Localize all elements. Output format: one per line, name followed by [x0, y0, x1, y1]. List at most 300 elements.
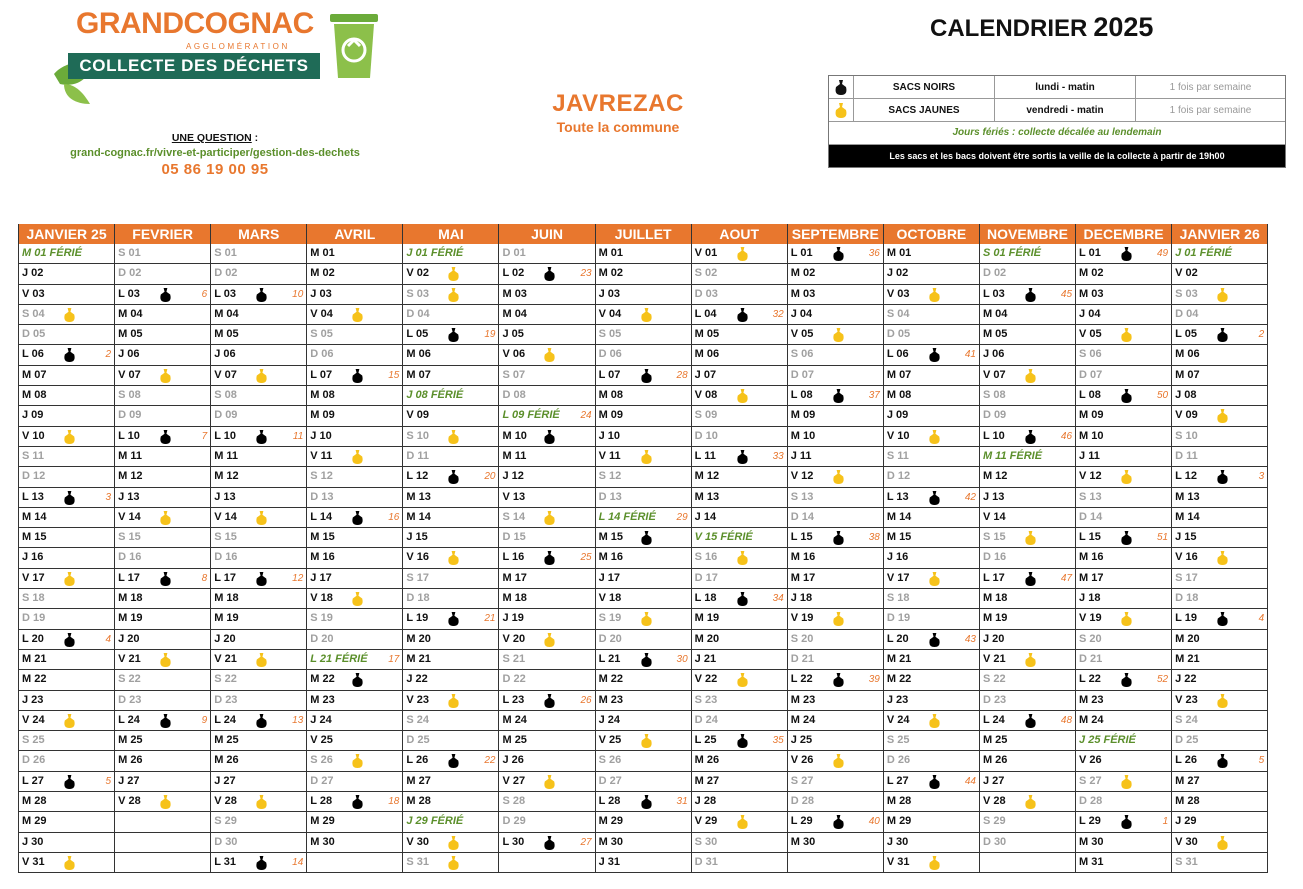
day-label: V 10	[22, 429, 45, 442]
week-number: 14	[292, 856, 304, 868]
legend-yellow-name: SACS JAUNES	[854, 99, 995, 121]
day-cell	[596, 650, 691, 670]
day-label: M 23	[598, 693, 624, 706]
day-label: L 28	[310, 795, 333, 808]
day-label: D 04	[406, 307, 430, 320]
day-label: S 01 FÉRIÉ	[982, 247, 1042, 259]
day-cell	[211, 345, 306, 365]
day-cell	[788, 630, 883, 650]
black-bag-icon	[1023, 429, 1038, 445]
day-label: J 30	[22, 835, 44, 848]
day-label: J 30	[886, 835, 909, 848]
day-label: J 06	[982, 348, 1005, 361]
day-cell	[307, 386, 402, 406]
day-label: J 02	[22, 267, 44, 280]
day-label: D 16	[982, 551, 1007, 564]
black-bag-icon	[639, 652, 654, 668]
day-cell	[884, 609, 979, 629]
yellow-bag-icon	[62, 429, 77, 445]
day-label: L 24	[982, 713, 1005, 726]
day-cell	[788, 589, 883, 609]
day-cell	[884, 467, 979, 487]
day-label: L 28	[598, 795, 621, 808]
day-cell	[692, 264, 787, 284]
day-label: L 10	[214, 429, 236, 442]
day-cell	[788, 244, 883, 264]
day-cell	[499, 285, 594, 305]
day-label: J 17	[598, 571, 620, 584]
day-label: J 22	[406, 673, 428, 686]
week-number: 38	[868, 532, 880, 544]
yellow-bag-icon	[639, 611, 654, 627]
day-label: S 12	[598, 470, 622, 483]
day-cell	[884, 244, 979, 264]
day-label: D 28	[790, 795, 814, 808]
day-label: V 12	[790, 470, 814, 483]
question-label-suffix: :	[251, 132, 259, 144]
day-label: J 15	[1175, 531, 1197, 544]
day-cell	[980, 812, 1075, 832]
day-cell	[692, 569, 787, 589]
day-cell	[403, 670, 498, 690]
day-cell	[403, 305, 498, 325]
day-label: J 04	[1079, 307, 1101, 320]
black-bag-icon	[542, 693, 557, 709]
day-label: J 03	[310, 287, 332, 300]
legend-yellow-day: vendredi - matin	[995, 99, 1136, 121]
day-label: J 10	[310, 429, 332, 442]
day-cell	[596, 508, 691, 528]
week-number: 4	[105, 633, 112, 645]
day-cell	[692, 467, 787, 487]
day-cell	[1172, 366, 1267, 386]
day-label: J 31	[598, 855, 620, 868]
day-label: D 23	[214, 693, 238, 706]
day-label: M 26	[694, 754, 720, 767]
day-label: M 21	[406, 652, 431, 665]
question-label	[50, 132, 380, 144]
day-cell	[1076, 366, 1171, 386]
day-label: D 13	[310, 490, 334, 503]
yellow-bag-icon	[1119, 611, 1134, 627]
day-cell	[19, 853, 114, 873]
day-cell	[788, 772, 883, 792]
yellow-bag-icon	[831, 327, 846, 343]
week-number: 9	[201, 714, 208, 726]
day-label: M 04	[214, 307, 239, 320]
day-cell	[788, 285, 883, 305]
day-label: V 23	[406, 693, 430, 706]
day-cell	[980, 305, 1075, 325]
day-label: D 15	[502, 531, 526, 544]
day-cell	[499, 589, 594, 609]
day-label: M 17	[1079, 571, 1104, 584]
week-number: 2	[1258, 329, 1265, 341]
day-label: L 02	[502, 267, 525, 280]
day-cell	[307, 609, 402, 629]
day-cell	[1172, 264, 1267, 284]
day-label: M 14	[1175, 510, 1200, 523]
day-cell	[211, 467, 306, 487]
day-cell	[692, 548, 787, 568]
day-label: M 07	[406, 368, 431, 381]
day-cell	[211, 853, 306, 873]
legend-black-name: SACS NOIRS	[854, 76, 995, 98]
day-cell	[596, 691, 691, 711]
black-bag-icon	[350, 368, 365, 384]
day-cell	[788, 833, 883, 853]
day-cell	[1076, 772, 1171, 792]
day-cell	[884, 731, 979, 751]
day-cell	[499, 731, 594, 751]
day-label: V 21	[982, 652, 1006, 665]
day-label: V 11	[310, 449, 333, 462]
day-cell	[980, 345, 1075, 365]
yellow-bag-icon	[927, 287, 942, 303]
question-label-text: UNE QUESTION	[171, 132, 252, 144]
day-label: M 10	[790, 429, 816, 442]
day-label: J 21	[694, 652, 717, 665]
day-cell	[1076, 345, 1171, 365]
day-cell	[980, 285, 1075, 305]
day-cell	[1172, 630, 1267, 650]
day-cell	[692, 508, 787, 528]
month-header: MAI	[403, 224, 498, 244]
day-cell	[1172, 650, 1267, 670]
day-label: J 15	[406, 531, 428, 544]
legend-yellow-freq: 1 fois par semaine	[1169, 104, 1252, 116]
day-cell	[980, 609, 1075, 629]
black-bag-icon	[1023, 571, 1038, 587]
day-cell	[499, 630, 594, 650]
day-label: M 11 FÉRIÉ	[982, 449, 1043, 462]
day-label: J 04	[790, 307, 813, 320]
day-label: M 09	[598, 409, 624, 422]
black-bag-icon	[62, 774, 77, 790]
day-cell	[1076, 630, 1171, 650]
day-label: V 20	[502, 632, 526, 645]
legend-table	[828, 75, 1286, 168]
day-cell	[115, 812, 210, 832]
day-label: L 12	[406, 470, 429, 483]
day-label: D 02	[982, 267, 1007, 280]
black-bag-icon	[350, 510, 365, 526]
day-label: S 10	[1175, 429, 1198, 442]
day-label: L 06	[22, 348, 44, 361]
day-label: M 07	[886, 368, 912, 381]
day-label: M 10	[1079, 429, 1104, 442]
day-cell	[211, 305, 306, 325]
week-number: 6	[201, 288, 208, 300]
day-cell	[692, 731, 787, 751]
day-cell	[115, 427, 210, 447]
yellow-bag-icon	[62, 855, 77, 871]
day-label: D 17	[694, 571, 718, 584]
day-label: D 30	[982, 835, 1007, 848]
day-cell	[115, 731, 210, 751]
month-column	[1172, 224, 1268, 873]
day-cell	[596, 366, 691, 386]
day-label: V 17	[886, 571, 910, 584]
day-cell	[692, 528, 787, 548]
day-cell	[596, 853, 691, 873]
day-cell	[788, 305, 883, 325]
day-label: M 25	[214, 734, 239, 747]
contact-phone[interactable]: 05 86 19 00 95	[161, 161, 269, 178]
day-label: V 19	[1079, 612, 1102, 625]
day-label: M 25	[502, 734, 527, 747]
yellow-bag-icon	[639, 307, 654, 323]
week-number: 4	[1258, 613, 1265, 625]
black-bag-icon	[639, 794, 654, 810]
day-cell	[1076, 589, 1171, 609]
day-label: L 13	[886, 490, 909, 503]
day-label: L 29	[1079, 815, 1101, 828]
day-cell	[307, 569, 402, 589]
day-cell	[403, 325, 498, 345]
day-label: V 01	[694, 247, 718, 259]
day-cell	[19, 508, 114, 528]
day-cell	[115, 366, 210, 386]
day-label: L 07	[598, 368, 621, 381]
day-label: J 29	[1175, 815, 1197, 828]
day-cell	[692, 427, 787, 447]
day-cell	[211, 711, 306, 731]
day-cell	[884, 386, 979, 406]
day-label: M 21	[886, 652, 912, 665]
day-label: D 14	[1079, 510, 1103, 523]
day-cell	[307, 305, 402, 325]
day-label: V 25	[310, 734, 333, 747]
day-label: M 18	[502, 592, 527, 605]
yellow-bag-icon	[1023, 652, 1038, 668]
day-label: L 10	[118, 429, 140, 442]
day-cell	[980, 772, 1075, 792]
day-label: M 22	[886, 673, 912, 686]
day-cell	[499, 447, 594, 467]
black-bag-icon	[446, 327, 461, 343]
day-label: S 12	[310, 470, 333, 483]
day-cell	[596, 488, 691, 508]
day-cell	[884, 630, 979, 650]
day-label: V 31	[886, 855, 910, 868]
day-label: L 30	[502, 835, 525, 848]
day-label: L 23	[502, 693, 525, 706]
day-label: S 15	[118, 531, 141, 544]
day-cell	[403, 853, 498, 873]
day-cell	[692, 285, 787, 305]
day-cell	[403, 528, 498, 548]
day-label: V 21	[214, 652, 237, 665]
day-cell	[980, 447, 1075, 467]
day-label: V 31	[22, 855, 45, 868]
day-label: J 17	[310, 571, 332, 584]
day-cell	[788, 447, 883, 467]
day-cell	[19, 589, 114, 609]
day-label: S 24	[406, 713, 430, 726]
day-label: J 22	[1175, 673, 1197, 686]
black-bag-icon	[831, 672, 846, 688]
black-bag-icon	[1119, 246, 1134, 262]
day-cell	[980, 751, 1075, 771]
week-number: 25	[580, 552, 592, 564]
day-cell	[788, 508, 883, 528]
day-cell	[980, 691, 1075, 711]
day-cell	[788, 731, 883, 751]
day-cell	[499, 650, 594, 670]
day-label: M 29	[598, 815, 624, 828]
day-label: M 15	[22, 531, 47, 544]
day-cell	[980, 508, 1075, 528]
month-column	[211, 224, 307, 873]
day-cell	[692, 406, 787, 426]
day-label: S 01	[118, 247, 141, 259]
black-bag-icon	[62, 490, 77, 506]
day-label: J 02	[886, 267, 909, 280]
day-cell	[596, 731, 691, 751]
day-label: V 07	[118, 368, 141, 381]
day-label: M 12	[694, 470, 720, 483]
yellow-bag-icon	[62, 571, 77, 587]
day-cell	[788, 691, 883, 711]
day-cell	[1172, 812, 1267, 832]
day-cell	[1076, 386, 1171, 406]
yellow-bag-icon	[829, 99, 854, 121]
day-label: L 10	[982, 429, 1005, 442]
day-cell	[403, 833, 498, 853]
day-label: M 08	[598, 389, 624, 402]
week-number: 34	[772, 593, 784, 605]
day-label: D 09	[214, 409, 238, 422]
day-label: D 24	[694, 713, 718, 726]
day-cell	[692, 386, 787, 406]
month-header: AVRIL	[307, 224, 402, 244]
yellow-bag-icon	[446, 266, 461, 282]
week-number: 50	[1157, 390, 1169, 402]
day-cell	[499, 325, 594, 345]
day-label: M 19	[982, 612, 1008, 625]
black-bag-icon	[1119, 530, 1134, 546]
day-cell	[596, 406, 691, 426]
day-label: M 21	[1175, 652, 1200, 665]
black-bag-icon	[446, 753, 461, 769]
day-label: S 03	[406, 287, 430, 300]
day-cell	[1076, 325, 1171, 345]
day-cell	[788, 853, 883, 873]
day-label: S 29	[214, 815, 237, 828]
day-label: J 19	[502, 612, 524, 625]
day-cell	[692, 488, 787, 508]
month-header: SEPTEMBRE	[788, 224, 883, 244]
legend-row-black	[829, 76, 1285, 99]
day-label: L 21	[598, 652, 621, 665]
day-cell	[115, 711, 210, 731]
day-cell	[1172, 751, 1267, 771]
day-cell	[596, 792, 691, 812]
day-cell	[403, 467, 498, 487]
day-cell	[499, 244, 594, 264]
day-label: M 19	[118, 612, 143, 625]
contact-url[interactable]: grand-cognac.fr/vivre-et-participer/gestion-des-dechets	[70, 147, 360, 159]
black-bag-icon	[831, 246, 846, 262]
day-cell	[692, 711, 787, 731]
day-label: D 28	[1079, 795, 1103, 808]
day-cell	[499, 366, 594, 386]
week-number: 3	[105, 491, 112, 503]
day-cell	[307, 589, 402, 609]
black-bag-icon	[1215, 327, 1230, 343]
day-cell	[788, 386, 883, 406]
day-cell	[115, 792, 210, 812]
week-number: 42	[964, 491, 976, 503]
day-label: D 23	[118, 693, 142, 706]
day-label: M 30	[598, 835, 624, 848]
month-column	[1076, 224, 1172, 873]
day-label: J 07	[694, 368, 717, 381]
day-label: M 21	[22, 652, 47, 665]
day-cell	[692, 345, 787, 365]
day-cell	[211, 691, 306, 711]
day-label: M 06	[694, 348, 720, 361]
day-cell	[1172, 467, 1267, 487]
day-cell	[307, 285, 402, 305]
day-cell	[596, 589, 691, 609]
day-label: D 29	[502, 815, 526, 828]
day-cell	[596, 447, 691, 467]
day-label: M 19	[214, 612, 239, 625]
day-cell	[499, 691, 594, 711]
day-cell	[403, 386, 498, 406]
yellow-bag-icon	[254, 510, 269, 526]
day-cell	[211, 731, 306, 751]
day-label: D 19	[22, 612, 46, 625]
day-cell	[980, 853, 1075, 873]
yellow-bag-icon	[927, 713, 942, 729]
collecte-banner: COLLECTE DES DÉCHETS	[68, 53, 320, 79]
week-number: 19	[484, 329, 496, 341]
week-number: 41	[964, 349, 976, 361]
day-cell	[980, 244, 1075, 264]
week-number: 5	[1258, 755, 1265, 767]
day-label: J 06	[118, 348, 140, 361]
day-cell	[884, 427, 979, 447]
black-bag-icon	[158, 713, 173, 729]
day-label: D 16	[214, 551, 238, 564]
day-label: V 21	[118, 652, 141, 665]
day-label: M 11	[118, 449, 142, 462]
yellow-bag-icon	[158, 368, 173, 384]
day-cell	[403, 264, 498, 284]
day-label: M 28	[406, 795, 431, 808]
yellow-bag-icon	[735, 388, 750, 404]
day-label: M 18	[118, 592, 143, 605]
day-label: M 12	[118, 470, 143, 483]
day-label: M 16	[310, 551, 335, 564]
day-cell	[19, 630, 114, 650]
day-label: L 01	[790, 247, 813, 259]
day-label: M 06	[1175, 348, 1200, 361]
day-label: S 04	[886, 307, 910, 320]
day-cell	[788, 609, 883, 629]
day-label: L 20	[886, 632, 909, 645]
day-cell	[211, 833, 306, 853]
day-cell	[884, 528, 979, 548]
week-number: 33	[772, 450, 784, 462]
month-header: FEVRIER	[115, 224, 210, 244]
day-cell	[884, 366, 979, 386]
yellow-bag-icon	[350, 753, 365, 769]
week-number: 10	[292, 288, 304, 300]
